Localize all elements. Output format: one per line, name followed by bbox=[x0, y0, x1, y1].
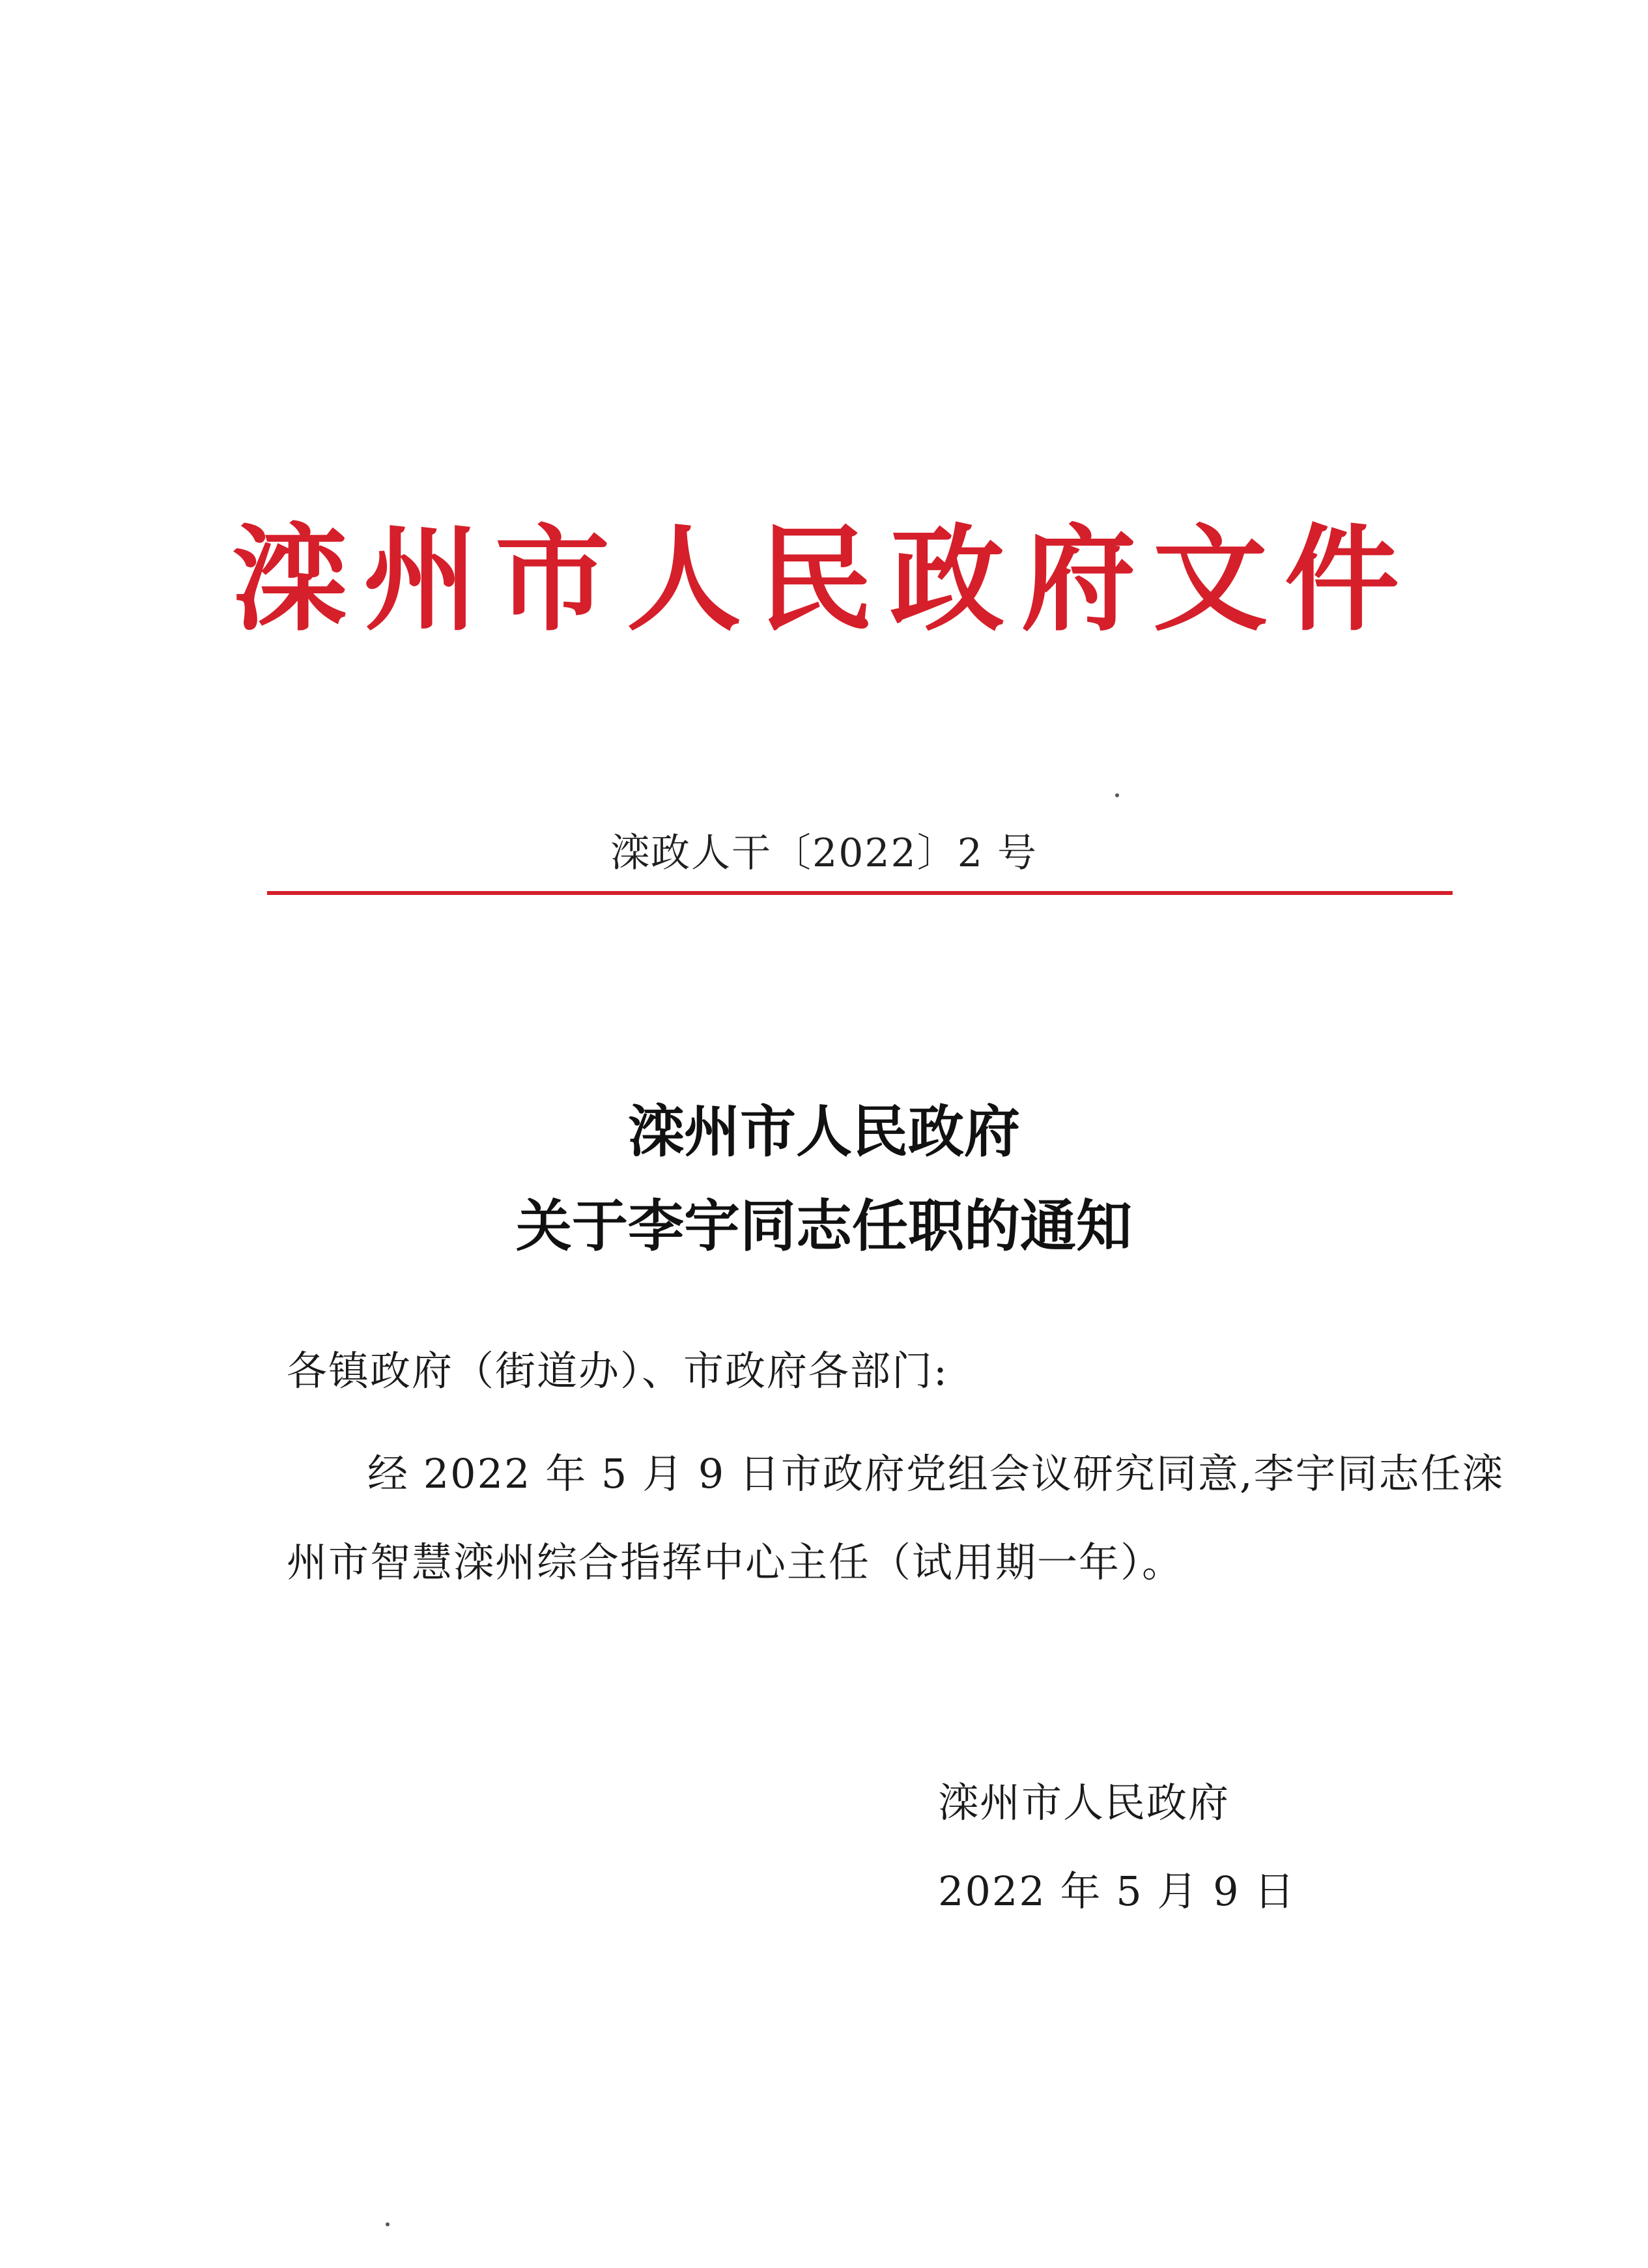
document-title-line-1: 滦州市人民政府 bbox=[628, 1099, 1020, 1165]
signature-block bbox=[938, 1759, 1296, 1936]
document-header-title: 滦州市人民政府文件 bbox=[231, 512, 1416, 647]
document-title-line-2: 关于李宇同志任职的通知 bbox=[516, 1193, 1132, 1259]
body-line-2: 州市智慧滦州综合指挥中心主任（试用期一年）。 bbox=[287, 1538, 1184, 1586]
scan-speck bbox=[386, 2222, 390, 2226]
scan-speck bbox=[1115, 793, 1119, 797]
addressee: 各镇政府（街道办）、市政府各部门: bbox=[287, 1347, 948, 1395]
header-divider-rule bbox=[267, 891, 1453, 895]
document-number: 滦政人干〔2022〕2 号 bbox=[610, 830, 1038, 876]
document-title bbox=[0, 1084, 1648, 1273]
issuer-name: 滦州市人民政府 bbox=[938, 1779, 1230, 1826]
body-line-1: 经 2022 年 5 月 9 日市政府党组会议研究同意,李宇同志任滦 bbox=[367, 1450, 1504, 1497]
body-paragraph bbox=[287, 1430, 1504, 1607]
issue-date: 2022 年 5 月 9 日 bbox=[938, 1867, 1296, 1915]
